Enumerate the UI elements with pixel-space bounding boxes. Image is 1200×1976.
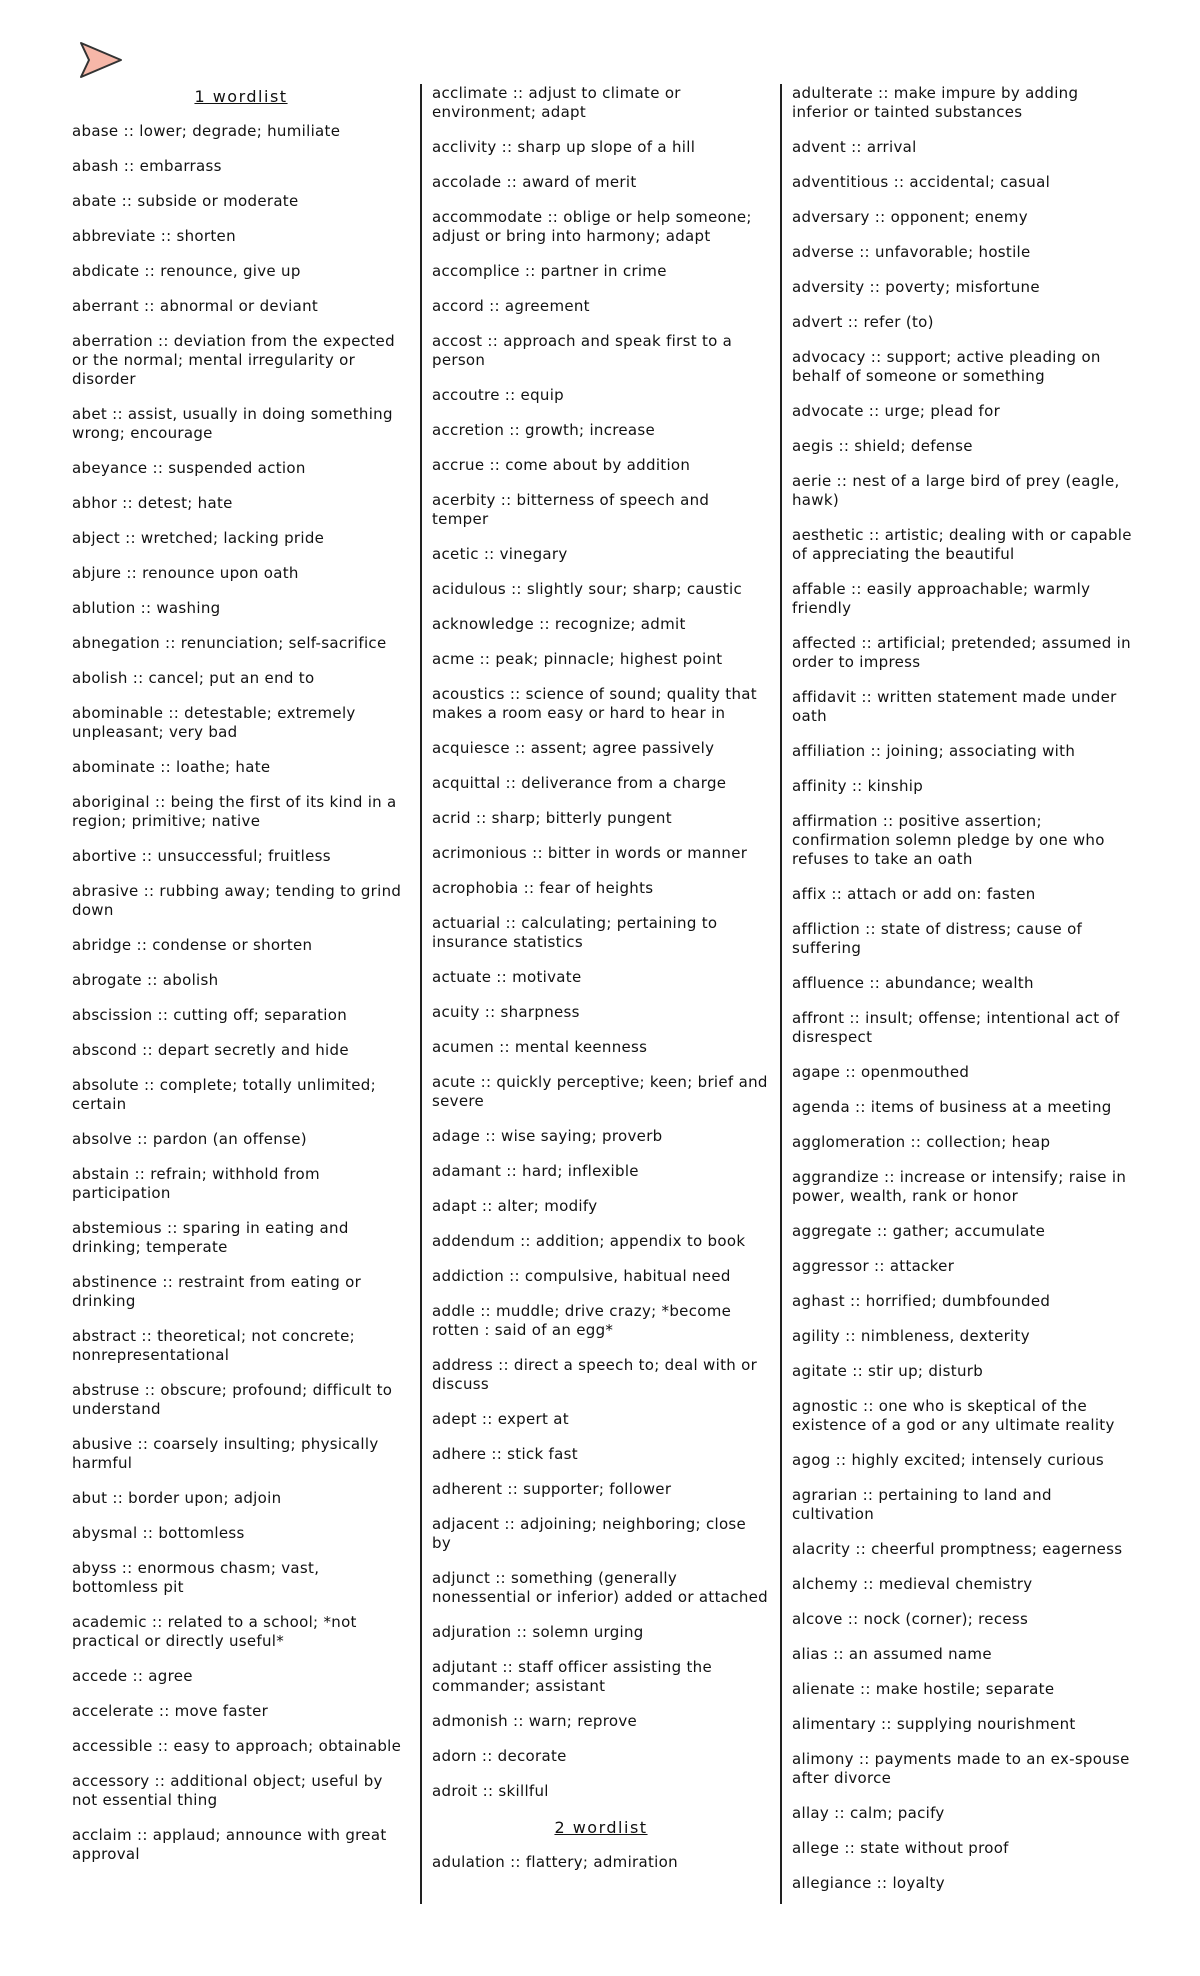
word-entry: alimony :: payments made to an ex-spouse after divorce (792, 1750, 1130, 1787)
word-entry: adapt :: alter; modify (432, 1197, 598, 1215)
word-entry: allay :: calm; pacify (792, 1804, 945, 1822)
word-entry: acrimonious :: bitter in words or manner (432, 844, 748, 862)
word-entry: affluence :: abundance; wealth (792, 974, 1034, 992)
word-entry: accessible :: easy to approach; obtainable (72, 1737, 402, 1755)
word-entry: adulterate :: make impure by adding inferior or tainted substances (792, 84, 1079, 121)
word-entry: acoustics :: science of sound; quality that makes a room easy or hard to hear in (432, 685, 757, 722)
word-entry: adversity :: poverty; misfortune (792, 278, 1040, 296)
word-entry: accrue :: come about by addition (432, 456, 691, 474)
word-entry: adamant :: hard; inflexible (432, 1162, 639, 1180)
word-entry: alcove :: nock (corner); recess (792, 1610, 1029, 1628)
word-entry: affidavit :: written statement made under oath (792, 688, 1117, 725)
word-entry: affirmation :: positive assertion; confirmation solemn pledge by one who refuses to take an oath (792, 812, 1105, 868)
word-entry: affiliation :: joining; associating with (792, 742, 1076, 760)
word-entry: abstinence :: restraint from eating or drinking (72, 1273, 362, 1310)
word-entry: abet :: assist, usually in doing something wrong; encourage (72, 405, 393, 442)
column-3 (782, 84, 1142, 1904)
word-entry: abate :: subside or moderate (72, 192, 299, 210)
entry-list (432, 1853, 770, 1872)
right-arrow-icon (78, 40, 124, 80)
word-entry: abstract :: theoretical; not concrete; nonrepresentational (72, 1327, 356, 1364)
word-entry: allegiance :: loyalty (792, 1874, 945, 1892)
word-entry: acme :: peak; pinnacle; highest point (432, 650, 723, 668)
word-entry: affront :: insult; offense; intentional act of disrespect (792, 1009, 1120, 1046)
word-entry: abut :: border upon; adjoin (72, 1489, 282, 1507)
word-entry: abortive :: unsuccessful; fruitless (72, 847, 331, 865)
word-entry: affected :: artificial; pretended; assumed in order to impress (792, 634, 1131, 671)
word-entry: allege :: state without proof (792, 1839, 1009, 1857)
word-entry: aberration :: deviation from the expected or the normal; mental irregularity or disorder (72, 332, 395, 388)
word-entry: alacrity :: cheerful promptness; eagerness (792, 1540, 1123, 1558)
word-entry: admonish :: warn; reprove (432, 1712, 638, 1730)
word-entry: accomplice :: partner in crime (432, 262, 667, 280)
word-entry: abash :: embarrass (72, 157, 222, 175)
word-entry: accommodate :: oblige or help someone; adjust or bring into harmony; adapt (432, 208, 752, 245)
word-entry: abrasive :: rubbing away; tending to grind down (72, 882, 402, 919)
word-entry: acumen :: mental keenness (432, 1038, 648, 1056)
word-entry: accoutre :: equip (432, 386, 565, 404)
word-entry: advocacy :: support; active pleading on behalf of someone or something (792, 348, 1101, 385)
word-entry: adjacent :: adjoining; neighboring; close by (432, 1515, 747, 1552)
word-entry: abyss :: enormous chasm; vast, bottomless pit (72, 1559, 320, 1596)
word-entry: absolve :: pardon (an offense) (72, 1130, 307, 1148)
word-entry: adjuration :: solemn urging (432, 1623, 644, 1641)
word-entry: abominate :: loathe; hate (72, 758, 271, 776)
word-entry: accolade :: award of merit (432, 173, 637, 191)
word-entry: aggregate :: gather; accumulate (792, 1222, 1046, 1240)
word-entry: adherent :: supporter; follower (432, 1480, 672, 1498)
word-entry: agnostic :: one who is skeptical of the existence of a god or any ultimate reality (792, 1397, 1115, 1434)
word-entry: acclaim :: applaud; announce with great approval (72, 1826, 387, 1863)
word-entry: abbreviate :: shorten (72, 227, 236, 245)
word-entry: accelerate :: move faster (72, 1702, 269, 1720)
word-entry: agitate :: stir up; disturb (792, 1362, 984, 1380)
word-entry: abolish :: cancel; put an end to (72, 669, 315, 687)
word-entry: absolute :: complete; totally unlimited; certain (72, 1076, 376, 1113)
word-entry: address :: direct a speech to; deal with or discuss (432, 1356, 758, 1393)
word-entry: addendum :: addition; appendix to book (432, 1232, 746, 1250)
word-entry: accede :: agree (72, 1667, 193, 1685)
word-entry: adage :: wise saying; proverb (432, 1127, 663, 1145)
word-entry: abstain :: refrain; withhold from participation (72, 1165, 320, 1202)
word-entry: abusive :: coarsely insulting; physically harmful (72, 1435, 379, 1472)
word-entry: aghast :: horrified; dumbfounded (792, 1292, 1051, 1310)
word-entry: adhere :: stick fast (432, 1445, 578, 1463)
word-entry: aboriginal :: being the first of its kind in a region; primitive; native (72, 793, 397, 830)
word-entry: affable :: easily approachable; warmly friendly (792, 580, 1091, 617)
word-entry: alias :: an assumed name (792, 1645, 992, 1663)
word-entry: acrophobia :: fear of heights (432, 879, 654, 897)
word-entry: ablution :: washing (72, 599, 221, 617)
column-2 (422, 84, 782, 1904)
word-entry: acclimate :: adjust to climate or environment; adapt (432, 84, 681, 121)
entry-list (792, 84, 1132, 1893)
word-entry: acquittal :: deliverance from a charge (432, 774, 727, 792)
word-entry: aesthetic :: artistic; dealing with or capable of appreciating the beautiful (792, 526, 1132, 563)
word-entry: aggrandize :: increase or intensify; raise in power, wealth, rank or honor (792, 1168, 1127, 1205)
word-entry: adulation :: flattery; admiration (432, 1853, 678, 1871)
word-entry: adversary :: opponent; enemy (792, 208, 1028, 226)
word-entry: accessory :: additional object; useful by not essential thing (72, 1772, 383, 1809)
word-entry: acknowledge :: recognize; admit (432, 615, 686, 633)
word-entry: adorn :: decorate (432, 1747, 567, 1765)
word-entry: abhor :: detest; hate (72, 494, 233, 512)
word-entry: abstemious :: sparing in eating and drinking; temperate (72, 1219, 349, 1256)
entry-list (432, 84, 770, 1801)
word-entry: abridge :: condense or shorten (72, 936, 313, 954)
word-entry: aerie :: nest of a large bird of prey (eagle, hawk) (792, 472, 1120, 509)
word-entry: acidulous :: slightly sour; sharp; caustic (432, 580, 742, 598)
word-entry: affliction :: state of distress; cause of suffering (792, 920, 1083, 957)
word-entry: adverse :: unfavorable; hostile (792, 243, 1031, 261)
word-entry: adventitious :: accidental; casual (792, 173, 1051, 191)
word-entry: alienate :: make hostile; separate (792, 1680, 1055, 1698)
word-entry: acute :: quickly perceptive; keen; brief and severe (432, 1073, 768, 1110)
word-entry: aggressor :: attacker (792, 1257, 955, 1275)
wordlist-heading: 2 wordlist (554, 1818, 648, 1837)
word-entry: adept :: expert at (432, 1410, 569, 1428)
word-entry: adjutant :: staff officer assisting the commander; assistant (432, 1658, 712, 1695)
word-entry: abjure :: renounce upon oath (72, 564, 299, 582)
word-entry: abscission :: cutting off; separation (72, 1006, 348, 1024)
word-entry: advent :: arrival (792, 138, 917, 156)
word-entry: accord :: agreement (432, 297, 590, 315)
word-entry: acclivity :: sharp up slope of a hill (432, 138, 696, 156)
word-entry: advert :: refer (to) (792, 313, 934, 331)
word-entry: affinity :: kinship (792, 777, 924, 795)
wordlist-heading: 1 wordlist (194, 87, 288, 106)
word-entry: addle :: muddle; drive crazy; *become rotten : said of an egg* (432, 1302, 732, 1339)
word-entry: adjunct :: something (generally nonessential or inferior) added or attached (432, 1569, 768, 1606)
word-entry: accretion :: growth; increase (432, 421, 656, 439)
word-entry: advocate :: urge; plead for (792, 402, 1001, 420)
word-entry: abrogate :: abolish (72, 971, 219, 989)
word-entry: actuate :: motivate (432, 968, 582, 986)
word-entry: acrid :: sharp; bitterly pungent (432, 809, 672, 827)
word-entry: adroit :: skillful (432, 1782, 549, 1800)
word-entry: abase :: lower; degrade; humiliate (72, 122, 341, 140)
entry-list (72, 122, 410, 1864)
word-entry: aberrant :: abnormal or deviant (72, 297, 319, 315)
word-entry: abnegation :: renunciation; self-sacrifice (72, 634, 387, 652)
column-1 (62, 84, 422, 1904)
word-entry: acetic :: vinegary (432, 545, 568, 563)
word-entry: alchemy :: medieval chemistry (792, 1575, 1033, 1593)
word-entry: abeyance :: suspended action (72, 459, 306, 477)
word-entry: academic :: related to a school; *not practical or directly useful* (72, 1613, 357, 1650)
word-entry: abject :: wretched; lacking pride (72, 529, 325, 547)
word-entry: alimentary :: supplying nourishment (792, 1715, 1076, 1733)
word-entry: acquiesce :: assent; agree passively (432, 739, 715, 757)
word-entry: affix :: attach or add on: fasten (792, 885, 1036, 903)
word-entry: abysmal :: bottomless (72, 1524, 245, 1542)
wordlist-page (62, 84, 1142, 1904)
word-entry: abdicate :: renounce, give up (72, 262, 301, 280)
word-entry: aegis :: shield; defense (792, 437, 973, 455)
word-entry: agog :: highly excited; intensely curious (792, 1451, 1105, 1469)
word-entry: abscond :: depart secretly and hide (72, 1041, 349, 1059)
word-entry: agenda :: items of business at a meeting (792, 1098, 1112, 1116)
word-entry: abominable :: detestable; extremely unpleasant; very bad (72, 704, 356, 741)
word-entry: agrarian :: pertaining to land and cultivation (792, 1486, 1052, 1523)
word-entry: accost :: approach and speak first to a person (432, 332, 733, 369)
word-entry: acerbity :: bitterness of speech and temper (432, 491, 710, 528)
word-entry: abstruse :: obscure; profound; difficult to understand (72, 1381, 393, 1418)
word-entry: acuity :: sharpness (432, 1003, 580, 1021)
word-entry: addiction :: compulsive, habitual need (432, 1267, 731, 1285)
word-entry: agape :: openmouthed (792, 1063, 970, 1081)
word-entry: actuarial :: calculating; pertaining to insurance statistics (432, 914, 718, 951)
word-entry: agility :: nimbleness, dexterity (792, 1327, 1030, 1345)
word-entry: agglomeration :: collection; heap (792, 1133, 1051, 1151)
